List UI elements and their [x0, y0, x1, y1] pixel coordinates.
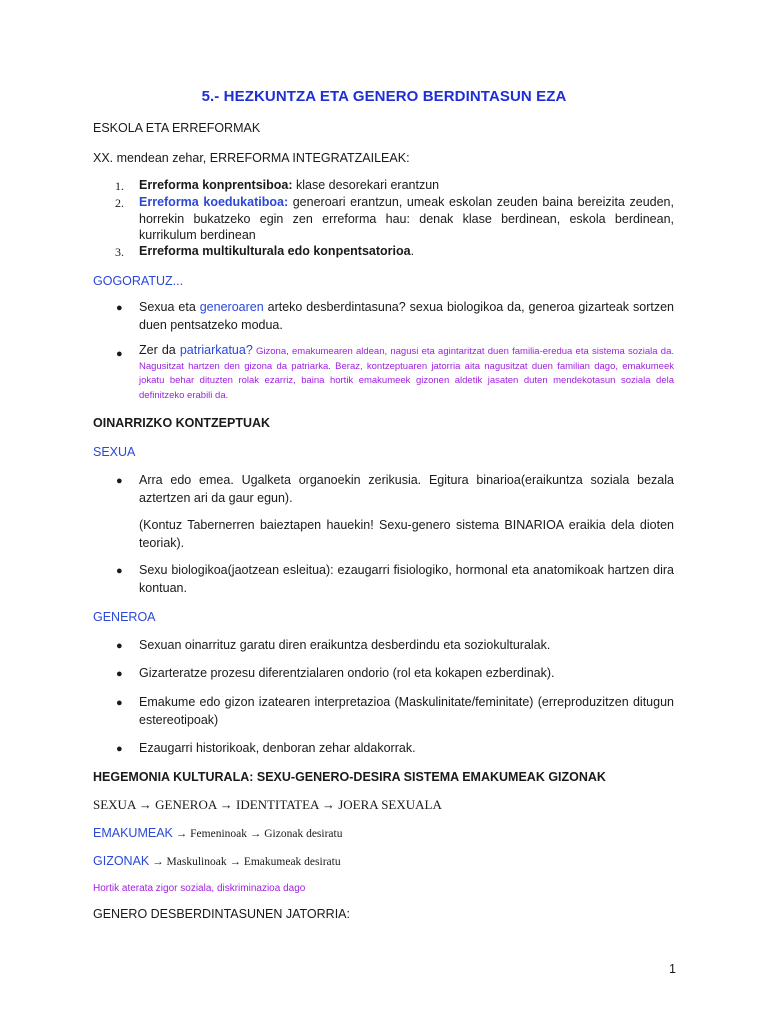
women-chain — [93, 825, 342, 842]
reform-label: Erreforma koedukatiboa: — [139, 195, 289, 209]
sanction-note: Hortik aterata zigor soziala, diskriminazioa dago — [93, 883, 306, 894]
section-heading-gogoratuz: GOGORATUZ... — [93, 274, 184, 288]
page-number: 1 — [669, 962, 676, 976]
reform-text: generoari erantzun, umeak eskolan zeuden baina bereizita zeuden, horrekin bukatzeko egin zen erreforma hau: denak klase berdinean, eskola berdinean, kurrikulum berdinean — [139, 195, 674, 242]
list-number: 3. — [115, 245, 124, 259]
bullet-icon: ● — [116, 743, 123, 755]
subheading-sexua: SEXUA — [93, 445, 136, 459]
reform-text: klase desorekari erantzun — [292, 178, 440, 192]
bullet-icon: ● — [116, 565, 123, 577]
sexua-chain: SEXUA → GENEROA → IDENTITATEA → JOERA SEXUALA — [93, 797, 442, 812]
link-generoaren[interactable]: generoaren — [199, 300, 264, 314]
text-span: Sexua eta — [139, 300, 200, 314]
list-item: Arra edo emea. Ugalketa organoekin zerikusia. Egitura binarioa(eraikuntza soziala bezala aztertzen ari da gaur egun). — [139, 473, 674, 505]
list-item: Gizarteratze prozesu diferentzialaren ondorio (rol eta kokapen ezberdinak). — [139, 666, 555, 680]
men-chain-text: → Maskulinoak → Emakumeak desiratu — [149, 856, 341, 868]
list-item — [139, 299, 674, 334]
list-item — [139, 194, 674, 244]
list-item: Emakume edo gizon izatearen interpretazioa (Maskulinitate/feminitate) (erreproduzitzen ditugun estereotipoak) — [139, 695, 674, 727]
reform-label: Erreforma konprentsiboa: — [139, 178, 293, 192]
men-label: GIZONAK — [93, 854, 150, 868]
section-heading-eskola: ESKOLA ETA ERREFORMAK — [93, 121, 261, 135]
definition-note: Gizona, emakumearen aldean, nagusi eta agintaritzat duen familia-eredua eta sistema soziala da. Nagusitzat hartzen den gizona da patriarka. Beraz, kontzeptuaren jatorria aita nagusitzat duen familian dago, emakumeek jokatu behar dituzten rolak ezarriz, baina hortik emakumeek gizonen aldetik jasaten duten mendekotasun soziala dela definitzeko erabili da. — [139, 346, 674, 401]
list-item — [139, 344, 674, 402]
list-item — [139, 243, 674, 260]
list-item — [139, 177, 674, 194]
reform-text: . — [410, 244, 415, 258]
list-number: 1. — [115, 179, 124, 193]
list-number: 2. — [115, 196, 124, 210]
list-item: Ezaugarri historikoak, denboran zehar aldakorrak. — [139, 741, 416, 755]
text-span: arteko desberdintasuna? sexua biologikoa da, generoa gizarteak sortzen duen pentsatzeko modua. — [139, 300, 674, 332]
bullet-icon: ● — [116, 348, 123, 360]
page-title: 5.- HEZKUNTZA ETA GENERO BERDINTASUN EZA — [201, 88, 567, 105]
women-chain-text: → Femeninoak → Gizonak desiratu — [172, 828, 343, 840]
list-item: Sexuan oinarrituz garatu diren eraikuntza desberdindu eta soziokulturalak. — [139, 638, 551, 652]
bullet-icon: ● — [116, 668, 123, 680]
section-heading-hegemonia: HEGEMONIA KULTURALA: SEXU-GENERO-DESIRA SISTEMA EMAKUMEAK GIZONAK — [93, 770, 606, 784]
section-heading-jatorria: GENERO DESBERDINTASUNEN JATORRIA: — [93, 907, 350, 921]
list-item: Sexu biologikoa(jaotzean esleitua): ezaugarri fisiologiko, hormonal eta anatomikoak hartzen dira kontuan. — [139, 563, 674, 595]
link-patriarkatua[interactable]: patriarkatua? — [179, 343, 253, 357]
reform-label: Erreforma multikulturala edo konpentsatorioa — [139, 244, 411, 258]
bullet-icon: ● — [116, 302, 123, 314]
text-span: Zer da — [139, 343, 180, 357]
men-chain — [93, 853, 341, 870]
women-label: EMAKUMEAK — [93, 826, 173, 840]
bullet-icon: ● — [116, 475, 123, 487]
bullet-icon: ● — [116, 697, 123, 709]
subheading-generoa: GENEROA — [93, 610, 156, 624]
intro-text: XX. mendean zehar, ERREFORMA INTEGRATZAILEAK: — [93, 151, 410, 165]
list-item-note: (Kontuz Tabernerren baieztapen hauekin! Sexu-genero sistema BINARIOA eraikia dela dioten teoriak). — [139, 518, 674, 550]
bullet-icon: ● — [116, 640, 123, 652]
section-heading-kontzeptuak: OINARRIZKO KONTZEPTUAK — [93, 416, 271, 430]
